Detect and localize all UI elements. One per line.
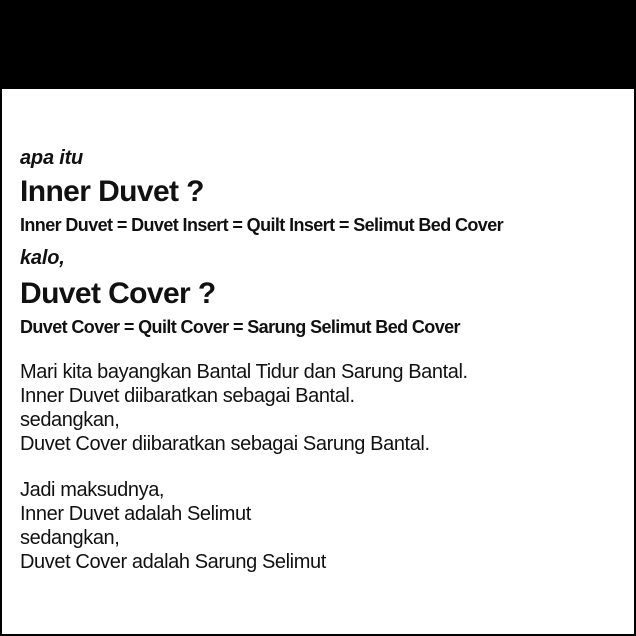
- paragraph-line: sedangkan,: [20, 527, 120, 549]
- section-2-intro: kalo,: [20, 247, 65, 269]
- conclusion-paragraph: [20, 478, 620, 574]
- paragraph-line: sedangkan,: [20, 409, 120, 431]
- paragraph-line: Mari kita bayangkan Bantal Tidur dan Sarung Bantal.: [20, 361, 468, 383]
- paragraph-line: Duvet Cover diibaratkan sebagai Sarung Bantal.: [20, 433, 430, 455]
- section-2-synonyms: Duvet Cover = Quilt Cover = Sarung Selimut Bed Cover: [20, 317, 460, 337]
- section-1-title: Inner Duvet ?: [20, 175, 204, 208]
- content-panel: [2, 89, 634, 634]
- explanation-paragraph: [20, 360, 620, 456]
- article-content: [20, 146, 620, 574]
- top-black-bar: [0, 0, 636, 89]
- section-1-intro: apa itu: [20, 147, 84, 169]
- paragraph-line: Inner Duvet adalah Selimut: [20, 503, 251, 525]
- section-2-title: Duvet Cover ?: [20, 277, 216, 310]
- paragraph-line: Duvet Cover adalah Sarung Selimut: [20, 551, 326, 573]
- section-1-synonyms: Inner Duvet = Duvet Insert = Quilt Insert = Selimut Bed Cover: [20, 215, 504, 235]
- paragraph-line: Inner Duvet diibaratkan sebagai Bantal.: [20, 385, 355, 407]
- paragraph-line: Jadi maksudnya,: [20, 479, 165, 501]
